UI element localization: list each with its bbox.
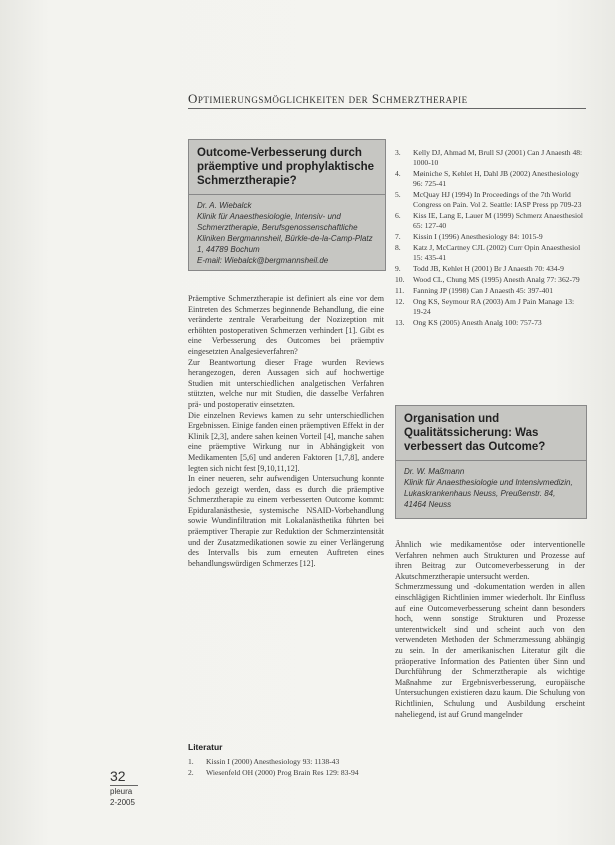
paragraph: Präemptive Schmerztherapie ist definiert als eine vor dem Eintreten des Schmerzes beginnende Behandlung, die eine veränderte zentrale Verarbeitung der Nozizeption mit erhöhten postoperativen Schmerzen verhindert [1]. Gibt es eine Verbesserung des Outcomes bei präemptiv eingesetzten Analgesieverfahren?	[188, 294, 384, 356]
running-title: Optimierungsmöglichkeiten der Schmerztherapie	[188, 91, 468, 106]
reference-number: 9.	[395, 264, 401, 273]
reference-text: Kissin I (1996) Anesthesiology 84: 1015-9	[413, 232, 543, 241]
reference-number: 8.	[395, 243, 401, 252]
reference-text: Ong KS (2005) Anesth Analg 100: 757-73	[413, 318, 542, 327]
box1-title: Outcome-Verbesserung durch präemptive und prophylaktische Schmerztherapie?	[189, 140, 385, 195]
reference-text: Todd JB, Kehlet H (2001) Br J Anaesth 70: 434-9	[413, 264, 564, 273]
journal-info	[110, 786, 135, 808]
reference-number: 12.	[395, 297, 405, 306]
reference-item	[395, 286, 585, 296]
box1-author-info	[189, 195, 385, 271]
paragraph: Zur Beantwortung dieser Frage wurden Reviews herangezogen, deren Aussagen sich auf hochwertige Studien mit unterschiedlichen analgetischen Verfahren stützten, welche nur mit Studien, die dasselbe Verfahren prä- und postoperativ einsetzten.	[188, 357, 384, 409]
reference-item	[395, 211, 585, 231]
reference-text: Ong KS, Seymour RA (2003) Am J Pain Manage 13: 19-24	[413, 297, 575, 316]
reference-text: Wood CL, Chung MS (1995) Anesth Analg 77: 362-79	[413, 275, 580, 284]
reference-number: 3.	[395, 148, 401, 157]
reference-text: Fanning JP (1998) Can J Anaesth 45: 397-401	[413, 286, 553, 295]
box2-author: Dr. W. Maßmann	[404, 467, 465, 476]
reference-item	[395, 275, 585, 285]
box2-affiliation: Klinik für Anaesthesiologie und Intensivmedizin, Lukaskrankenhaus Neuss, Preußenstr. 84, 41464 Neuss	[404, 478, 573, 509]
reference-number: 7.	[395, 232, 401, 241]
reference-number: 6.	[395, 211, 401, 220]
header-rule	[188, 108, 586, 109]
reference-item	[395, 169, 585, 189]
reference-text: Katz J, McCartney CJL (2002) Curr Opin Anaesthesiol 15: 435-41	[413, 243, 581, 262]
reference-text: Kissin I (2000) Anesthesiology 93: 1138-43	[206, 757, 340, 766]
literatur-heading: Literatur	[188, 742, 223, 752]
reference-number: 5.	[395, 190, 401, 199]
journal-issue: 2-2005	[110, 798, 135, 807]
box2-title: Organisation und Qualitätssicherung: Was verbessert das Outcome?	[396, 406, 586, 461]
reference-text: Kiss IE, Lang E, Lauer M (1999) Schmerz Anaesthesiol 65: 127-40	[413, 211, 583, 230]
reference-number: 2.	[188, 768, 194, 777]
box2-author-info	[396, 461, 586, 515]
reference-item	[395, 297, 585, 317]
reference-text: Kelly DJ, Ahmad M, Brull SJ (2001) Can J Anaesth 48: 1000-10	[413, 148, 583, 167]
box1-author: Dr. A. Wiebalck	[197, 201, 252, 210]
paragraph: Ähnlich wie medikamentöse oder interventionelle Verfahren nehmen auch Strukturen und Prozesse auf ihren Beitrag zur Outcomeverbesserung in der Akutschmerztherapie untersucht werden.	[395, 540, 585, 581]
journal-name: pleura	[110, 787, 133, 796]
reference-item	[395, 190, 585, 210]
reference-text: McQuay HJ (1994) In Proceedings of the 7th World Congress on Pain. Vol 2. Seattle: IASP Press pp 709-23	[413, 190, 582, 209]
reference-item	[395, 232, 585, 242]
reference-number: 1.	[188, 757, 194, 766]
reference-item	[395, 264, 585, 274]
reference-item	[188, 768, 384, 778]
article-box-massmann	[395, 405, 587, 519]
reference-number: 4.	[395, 169, 401, 178]
reference-number: 13.	[395, 318, 405, 327]
reference-item	[188, 757, 384, 767]
box1-affiliation: Klinik für Anaesthesiologie, Intensiv- und Schmerztherapie, Berufsgenossenschaftliche Kliniken Bergmannsheil, Bürkle-de-la-Camp-Platz 1, 44789 Bochum	[197, 212, 373, 254]
reference-number: 11.	[395, 286, 405, 295]
paragraph: In einer neueren, sehr aufwendigen Untersuchung konnte jedoch gezeigt werden, dass es durch die präemptive Schmerztherapie zu einem verbesserten Outcome kommt: Epiduralanästhesie, systemische NSAID-Vorbehandlung sowie Wundinfiltration mit Lokalanästhetika führten bei präemptiver Therapie zur Reduktion der Schmerzintensität und der Zusatzmedikationen sowie zu einer Verlängerung des Intervalls bis zum erneuten Auftreten eines behandlungswürdigen Schmerzes [12].	[188, 474, 384, 568]
literatur-list	[188, 757, 384, 779]
left-column-text	[188, 294, 384, 734]
paragraph: Die einzelnen Reviews kamen zu sehr unterschiedlichen Ergebnissen. Einige fanden einen präemptiven Effekt in der Klinik [2,3], andere sahen keinen Vorteil [4], manche sahen eine präemptive Wirkung nur in Abhängigkeit von Medikamenten [5,6] und anderen Faktoren [1,7,8], andere legten sich nicht fest [9,10,11,12].	[188, 410, 384, 473]
box1-email: E-mail: Wiebalck@bergmannsheil.de	[197, 256, 329, 265]
right-column-text	[395, 540, 585, 835]
paragraph: Schmerzmessung und -dokumentation werden in allen einschlägigen Richtlinien immer wiederholt. Ihr Einfluss auf eine Outcomeverbesserung scheint dann besonders hoch, wenn sonstige Strukturen und Prozesse unterentwickelt sind und scheint auch von den verwendeten Methoden der Schmerzmessung abhängig zu sein. In der amerikanischen Literatur gilt die präoperative Information des Patienten über Sinn und Durchführung der Schmerztherapie als wichtige Maßnahme zur Ergebnisverbesserung, europäische Untersuchungen existieren dazu kaum. Die Schulung von Richtlinien, Schulung und Ausbildung erscheint naheliegend, ist auf Grund mangelnder	[395, 582, 585, 719]
page-number: 32	[110, 768, 126, 784]
reference-item	[395, 243, 585, 263]
reference-item	[395, 318, 585, 328]
reference-text: Møiniche S, Kehlet H, Dahl JB (2002) Anesthesiology 96: 725-41	[413, 169, 579, 188]
reference-text: Wiesenfeld OH (2000) Prog Brain Res 129: 83-94	[206, 768, 359, 777]
reference-list	[395, 148, 585, 329]
reference-number: 10.	[395, 275, 405, 284]
reference-item	[395, 148, 585, 168]
article-box-wiebalck	[188, 139, 386, 271]
